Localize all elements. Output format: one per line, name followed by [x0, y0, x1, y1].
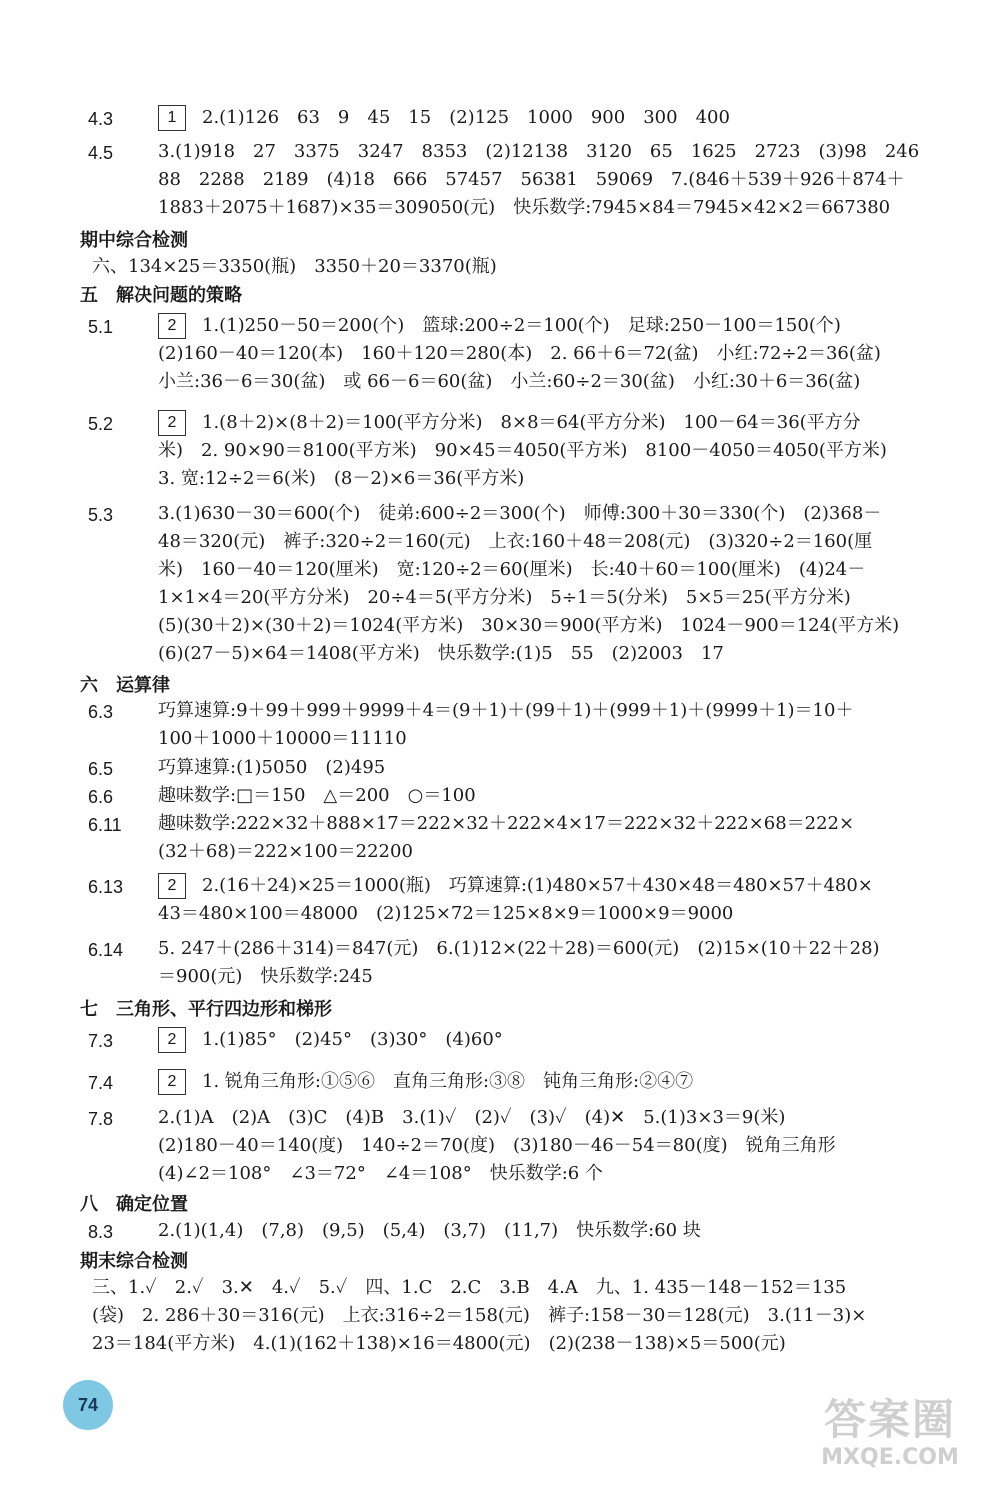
- answer-row-7-4: 7.4 2 1. 锐角三角形:①⑤⑥ 直角三角形:③⑧ 钝角三角形:②④⑦: [0, 1066, 1000, 1106]
- heading-final-exam: 期末综合检测: [80, 1251, 188, 1272]
- answer-row-5-2: 5.2 2 1.(8＋2)×(8＋2)＝100(平方分米) 8×8＝64(平方分米) 100－64＝36(平方分 米) 2. 90×90＝8100(平方米) 90×45＝4050(平方米) 8100－4050＝4050(平方米) 3. 宽:12÷2＝6(米) (8－2)×6＝36(平方米): [0, 407, 1000, 447]
- answer-row-5-3: 5.3 3.(1)630－30＝600(个) 徒弟:600÷2＝300(个) 师傅:300＋30＝330(个) (2)368－ 48＝320(元) 裤子:320÷2＝160(元) 上衣:160＋48＝208(元) (3)320÷2＝160(厘 米) 160－40＝120(厘米) 宽:120÷2＝60(厘米) 长:40＋60＝100(厘米) (4)24－ 1×1×4＝20(平方分米) 20÷4＝5(平方分米) 5÷1＝5(分米) 5×5＝25(平方分米) (5)(30＋2)×(30＋2)＝1024(平方米) 30×30＝900(平方米) 1024－900＝124(平方米) (6)(27－5)×64＝1408(平方米) 快乐数学:(1)5 55 (2)2003 17: [0, 498, 1000, 538]
- section-number: 8.3: [88, 1222, 114, 1242]
- section-number: 7.8: [88, 1109, 114, 1129]
- unit-box: 1: [158, 105, 186, 131]
- answer-row-4-5: 4.5 3.(1)918 27 3375 3247 8353 (2)12138 3120 65 1625 2723 (3)98 246 88 2288 2189 (4)18 666 57457 56381 59069 7.(846＋539＋926＋874＋ 1883＋2075＋1687)×35＝309050(元) 快乐数学:7945×84＝7945×42×2＝667380: [0, 136, 1000, 176]
- unit-box: 2: [158, 1027, 186, 1053]
- watermark-logo-text: 答案圈: [823, 1395, 956, 1444]
- section-number: 6.14: [88, 940, 124, 960]
- answer-row-6-11: 6.11 趣味数学:222×32＋888×17＝222×32＋222×4×17＝222×32＋222×68＝222× (32＋68)＝222×100＝22200: [0, 808, 1000, 848]
- answer-row-4-3: 4.3 1 2.(1)126 63 9 45 15 (2)125 1000 900 300 400: [0, 102, 1000, 142]
- unit-box: 2: [158, 313, 186, 339]
- answer-row-6-6: 6.6 趣味数学:□＝150 △＝200 ○＝100: [0, 780, 1000, 820]
- heading-chapter-8: 八 确定位置: [80, 1194, 188, 1215]
- watermark-logo: [800, 1395, 980, 1485]
- answer-row-6-5: 6.5 巧算速算:(1)5050 (2)495: [0, 752, 1000, 792]
- unit-box: 2: [158, 410, 186, 436]
- answer-row-6-14: 6.14 5. 247＋(286＋314)＝847(元) 6.(1)12×(22＋28)＝600(元) (2)15×(10＋22＋28) ＝900(元) 快乐数学:245: [0, 933, 1000, 973]
- section-number: 5.3: [88, 505, 114, 525]
- page-number-badge: 74: [63, 1380, 113, 1430]
- section-number: 6.6: [88, 787, 114, 807]
- section-number: 7.4: [88, 1073, 114, 1093]
- section-number: 6.13: [88, 877, 124, 897]
- section-number: 6.5: [88, 759, 114, 779]
- section-number: 5.2: [88, 414, 114, 434]
- midterm-answer: 六、134×25＝3350(瓶) 3350＋20＝3370(瓶): [92, 256, 497, 277]
- heading-chapter-7: 七 三角形、平行四边形和梯形: [80, 999, 332, 1020]
- answer-row-8-3: 8.3 2.(1)(1,4) (7,8) (9,5) (5,4) (3,7) (11,7) 快乐数学:60 块: [0, 1215, 1000, 1255]
- heading-midterm: 期中综合检测: [80, 230, 188, 251]
- section-number: 6.11: [88, 815, 122, 835]
- answer-row-7-8: 7.8 2.(1)A (2)A (3)C (4)B 3.(1)✓ (2)✓ (3)✓ (4)✕ 5.(1)3×3＝9(米) (2)180－40＝140(度) 140÷2＝70(度) (3)180－46－54＝80(度) 锐角三角形 (4)∠2＝108° ∠3＝72° ∠4＝108° 快乐数学:6 个: [0, 1102, 1000, 1142]
- section-number: 7.3: [88, 1031, 114, 1051]
- answer-row-6-13: 6.13 2 2.(16＋24)×25＝1000(瓶) 巧算速算:(1)480×57＋430×48＝480×57＋480× 43＝480×100＝48000 (2)125×72＝125×8×9＝1000×9＝9000: [0, 870, 1000, 910]
- watermark-url: MXQE.COM: [821, 1445, 959, 1470]
- answer-row-6-3: 6.3 巧算速算:9＋99＋999＋9999＋4＝(9＋1)＋(99＋1)＋(999＋1)＋(9999＋1)＝10＋ 100＋1000＋10000＝11110: [0, 695, 1000, 735]
- answer-row-7-3: 7.3 2 1.(1)85° (2)45° (3)30° (4)60°: [0, 1024, 1000, 1064]
- section-number: 4.3: [88, 109, 114, 129]
- answer-row-5-1: 5.1 2 1.(1)250－50＝200(个) 篮球:200÷2＝100(个) 足球:250－100＝150(个) (2)160－40＝120(本) 160＋120＝280(本) 2. 66＋6＝72(盆) 小红:72÷2＝36(盆) 小兰:36－6＝30(盆) 或 66－6＝60(盆) 小兰:60÷2＝30(盆) 小红:30＋6＝36(盆): [0, 310, 1000, 350]
- heading-chapter-6: 六 运算律: [80, 675, 170, 696]
- unit-box: 2: [158, 1069, 186, 1095]
- section-number: 6.3: [88, 702, 114, 722]
- section-number: 5.1: [88, 317, 114, 337]
- final-exam-answers: 三、1.✓ 2.✓ 3.✕ 4.✓ 5.✓ 四、1.C 2.C 3.B 4.A 九、1. 435－148－152＝135 (袋) 2. 286＋30＝316(元) 上衣:316÷2＝158(元) 裤子:158－30＝128(元) 3.(11－3)× 23＝184(平方米) 4.(1)(162＋138)×16＝4800(元) (2)(238－138)×5＝500(元): [92, 1277, 867, 1354]
- unit-box: 2: [158, 873, 186, 899]
- heading-chapter-5: 五 解决问题的策略: [80, 285, 242, 306]
- section-number: 4.5: [88, 143, 114, 163]
